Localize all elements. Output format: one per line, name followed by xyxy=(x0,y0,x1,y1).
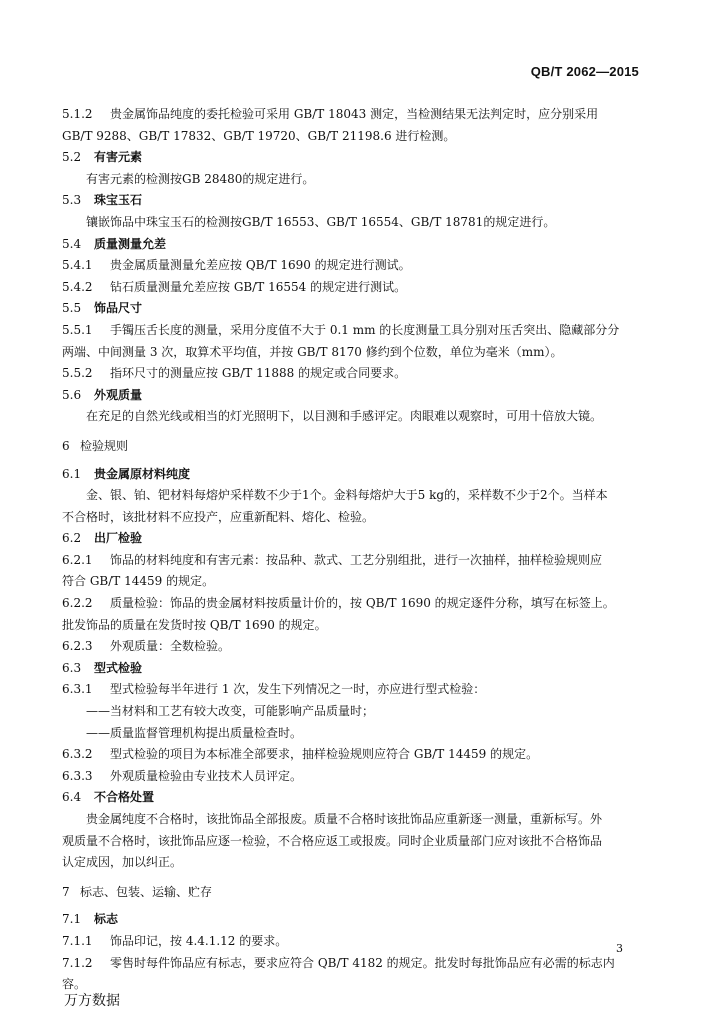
line-text: 外观质量 xyxy=(94,387,143,402)
clause-number: 5.4.2 xyxy=(62,279,93,294)
line-text: 两端、中间测量 3 次，取算术平均值，并按 GB/T 8170 修约到个位数，单位为毫米（mm）。 xyxy=(62,344,563,359)
section-heading xyxy=(62,385,640,407)
clause-line xyxy=(62,320,640,342)
body-text xyxy=(62,104,640,996)
line-text: 金、银、铂、钯材料每熔炉采样数不少于1个。金料每熔炉大于5 kg的，采样数不少于2个。当样本 xyxy=(86,488,608,503)
clause-number: 5.4.1 xyxy=(62,258,93,273)
clause-line xyxy=(62,255,640,277)
line-text: 型式检验每半年进行 1 次，发生下列情况之一时，亦应进行型式检验： xyxy=(110,682,486,697)
paragraph-line xyxy=(62,701,640,723)
clause-number: 7.1.2 xyxy=(62,955,93,970)
continuation-line xyxy=(62,342,640,364)
line-text: 在充足的自然光线或相当的灯光照明下，以目测和手感评定。肉眼难以观察时，可用十倍放大镜。 xyxy=(86,409,603,424)
line-text: 不合格处置 xyxy=(94,790,155,805)
clause-number: 5.5.1 xyxy=(62,322,93,337)
line-text: 饰品的材料纯度和有害元素：按品种、款式、工艺分别组批，进行一次抽样，抽样检验规则应 xyxy=(110,552,603,567)
line-text: 符合 GB/T 14459 的规定。 xyxy=(62,574,215,589)
continuation-line xyxy=(62,615,640,637)
chapter-heading xyxy=(62,436,640,458)
clause-line xyxy=(62,766,640,788)
line-text: 不合格时，该批材料不应投产，应重新配料、熔化、检验。 xyxy=(62,509,375,524)
line-text: GB/T 9288、GB/T 17832、GB/T 19720、GB/T 21198.6 进行检测。 xyxy=(62,128,456,143)
line-text: ——当材料和工艺有较大改变，可能影响产品质量时； xyxy=(86,704,375,719)
line-text: 标志 xyxy=(94,912,119,927)
line-text: 质量检验：饰品的贵金属材料按质量计价的，按 QB/T 1690 的规定逐件分称，填写在标签上。 xyxy=(110,596,615,611)
clause-line xyxy=(62,104,640,126)
clause-line xyxy=(62,953,640,975)
clause-number: 6.3 xyxy=(62,660,82,675)
clause-line xyxy=(62,593,640,615)
continuation-line xyxy=(62,974,640,996)
line-text: 型式检验的项目为本标准全部要求，抽样检验规则应符合 GB/T 14459 的规定。 xyxy=(110,747,539,762)
clause-line xyxy=(62,363,640,385)
section-heading xyxy=(62,234,640,256)
clause-number: 6.2 xyxy=(62,531,82,546)
database-watermark: 万方数据 xyxy=(64,993,120,1009)
section-heading xyxy=(62,528,640,550)
paragraph-line xyxy=(62,212,640,234)
line-text: 饰品尺寸 xyxy=(94,301,143,316)
standard-code: QB/T 2062—2015 xyxy=(530,64,639,79)
line-text: 贵金属质量测量允差应按 QB/T 1690 的规定进行测试。 xyxy=(110,258,411,273)
clause-number: 6.4 xyxy=(62,790,82,805)
line-text: 钻石质量测量允差应按 GB/T 16554 的规定进行测试。 xyxy=(110,279,407,294)
section-heading xyxy=(62,298,640,320)
clause-line xyxy=(62,636,640,658)
clause-number: 6.2.3 xyxy=(62,639,93,654)
clause-number: 6.3.2 xyxy=(62,747,93,762)
chapter-heading xyxy=(62,882,640,904)
line-text: 批发饰品的质量在发货时按 QB/T 1690 的规定。 xyxy=(62,617,327,632)
continuation-line xyxy=(62,507,640,529)
line-text: ——质量监督管理机构提出质量检查时。 xyxy=(86,725,303,740)
paragraph-line xyxy=(62,809,640,831)
line-text: 手镯压舌长度的测量，采用分度值不大于 0.1 mm 的长度测量工具分别对压舌突出、隐藏部分分 xyxy=(110,322,620,337)
clause-number: 7.1 xyxy=(62,912,82,927)
section-heading xyxy=(62,464,640,486)
line-text: 出厂检验 xyxy=(94,531,143,546)
line-text: 零售时每件饰品应有标志，要求应符合 QB/T 4182 的规定。批发时每批饰品应有必需的标志内 xyxy=(110,955,615,970)
continuation-line xyxy=(62,852,640,874)
clause-number: 6.3.3 xyxy=(62,768,93,783)
paragraph-line xyxy=(62,723,640,745)
clause-number: 7 xyxy=(62,884,70,899)
line-text: 检验规则 xyxy=(80,438,129,453)
line-text: 贵金属饰品纯度的委托检验可采用 GB/T 18043 测定，当检测结果无法判定时，应分别采用 xyxy=(110,107,599,121)
section-heading xyxy=(62,190,640,212)
clause-number: 6.1 xyxy=(62,466,82,481)
line-text: 型式检验 xyxy=(94,660,143,675)
clause-number: 5.3 xyxy=(62,193,82,208)
line-text: 有害元素的检测按GB 28480的规定进行。 xyxy=(86,171,315,186)
clause-number: 5.5.2 xyxy=(62,366,93,381)
clause-number: 5.2 xyxy=(62,150,82,165)
line-text: 镶嵌饰品中珠宝玉石的检测按GB/T 16553、GB/T 16554、GB/T 18781的规定进行。 xyxy=(86,214,556,229)
paragraph-line xyxy=(62,169,640,191)
clause-number: 7.1.1 xyxy=(62,933,93,948)
clause-line xyxy=(62,550,640,572)
section-heading xyxy=(62,658,640,680)
line-text: 外观质量检验由专业技术人员评定。 xyxy=(110,768,303,783)
line-text: 饰品印记，按 4.4.1.12 的要求。 xyxy=(110,933,288,948)
line-text: 指环尺寸的测量应按 GB/T 11888 的规定或合同要求。 xyxy=(110,366,407,381)
clause-line xyxy=(62,277,640,299)
continuation-line xyxy=(62,126,640,148)
section-heading xyxy=(62,787,640,809)
clause-number: 5.1.2 xyxy=(62,107,93,121)
paragraph-line xyxy=(62,485,640,507)
section-heading xyxy=(62,909,640,931)
line-text: 珠宝玉石 xyxy=(94,193,143,208)
line-text: 容。 xyxy=(62,977,87,992)
clause-number: 5.4 xyxy=(62,236,82,251)
line-text: 贵金属原材料纯度 xyxy=(94,466,191,481)
clause-number: 6 xyxy=(62,438,70,453)
section-heading xyxy=(62,147,640,169)
clause-line xyxy=(62,931,640,953)
line-text: 认定成因，加以纠正。 xyxy=(62,855,183,870)
clause-number: 5.6 xyxy=(62,387,82,402)
clause-number: 6.2.1 xyxy=(62,552,93,567)
line-text: 质量测量允差 xyxy=(94,236,167,251)
clause-number: 6.3.1 xyxy=(62,682,93,697)
clause-line xyxy=(62,744,640,766)
paragraph-line xyxy=(62,406,640,428)
line-text: 外观质量：全数检验。 xyxy=(110,639,231,654)
line-text: 有害元素 xyxy=(94,150,143,165)
line-text: 标志、包装、运输、贮存 xyxy=(80,884,213,899)
clause-number: 6.2.2 xyxy=(62,596,93,611)
continuation-line xyxy=(62,831,640,853)
continuation-line xyxy=(62,571,640,593)
clause-line xyxy=(62,679,640,701)
page-number: 3 xyxy=(616,942,623,955)
clause-number: 5.5 xyxy=(62,301,82,316)
line-text: 观质量不合格时，该批饰品应逐一检验，不合格应返工或报废。同时企业质量部门应对该批不合格饰品 xyxy=(62,833,603,848)
line-text: 贵金属纯度不合格时，该批饰品全部报废。质量不合格时该批饰品应重新逐一测量，重新标写。外 xyxy=(86,812,603,826)
